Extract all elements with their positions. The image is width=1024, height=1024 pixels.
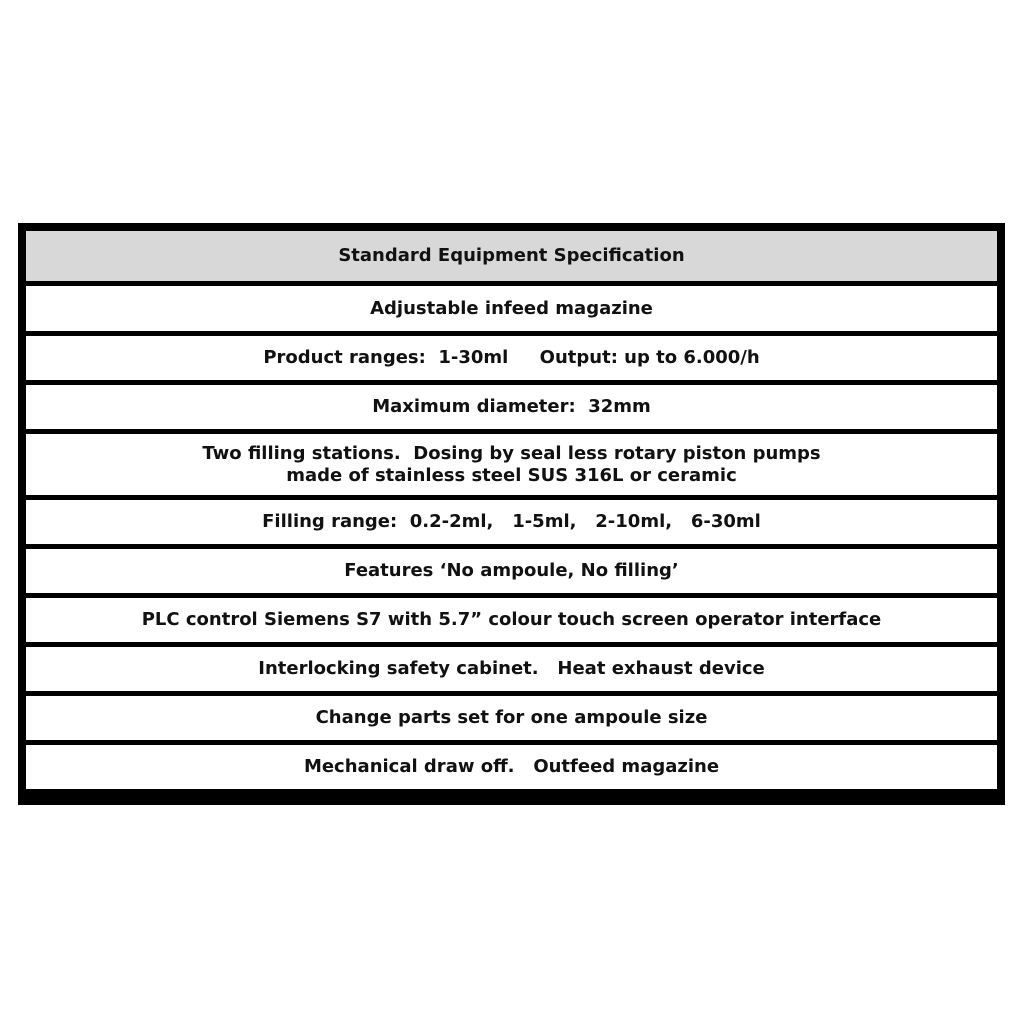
table-row — [26, 745, 997, 789]
specification-table — [18, 223, 1005, 805]
table-row — [26, 647, 997, 691]
table-header-title: Standard Equipment Specification — [338, 245, 685, 266]
table-row — [26, 500, 997, 544]
table-header — [26, 231, 997, 281]
row-text: Maximum diameter: 32mm — [372, 396, 651, 417]
table-row — [26, 385, 997, 429]
row-text: Interlocking safety cabinet. Heat exhaust device — [258, 658, 765, 679]
table-row — [26, 696, 997, 740]
table-row — [26, 434, 997, 495]
row-text: Adjustable infeed magazine — [370, 297, 653, 319]
table-row — [26, 336, 997, 380]
table-row — [26, 598, 997, 642]
row-text: PLC control Siemens S7 with 5.7” colour touch screen operator interface — [141, 609, 882, 630]
row-text: Features ‘No ampoule, No filling’ — [344, 560, 679, 581]
row-text: Change parts set for one ampoule size — [315, 707, 708, 728]
table-row — [26, 286, 997, 331]
row-text: Mechanical draw off. Outfeed magazine — [303, 756, 720, 777]
row-text-line-1: Two filling stations. Dosing by seal less rotary piston pumps — [202, 442, 821, 464]
row-text-line-2: made of stainless steel SUS 316L or ceramic — [286, 464, 737, 486]
table-row — [26, 549, 997, 593]
row-text: Filling range: 0.2-2ml, 1-5ml, 2-10ml, 6-30ml — [262, 511, 761, 532]
row-text: Product ranges: 1-30ml Output: up to 6.000/h — [263, 347, 760, 368]
